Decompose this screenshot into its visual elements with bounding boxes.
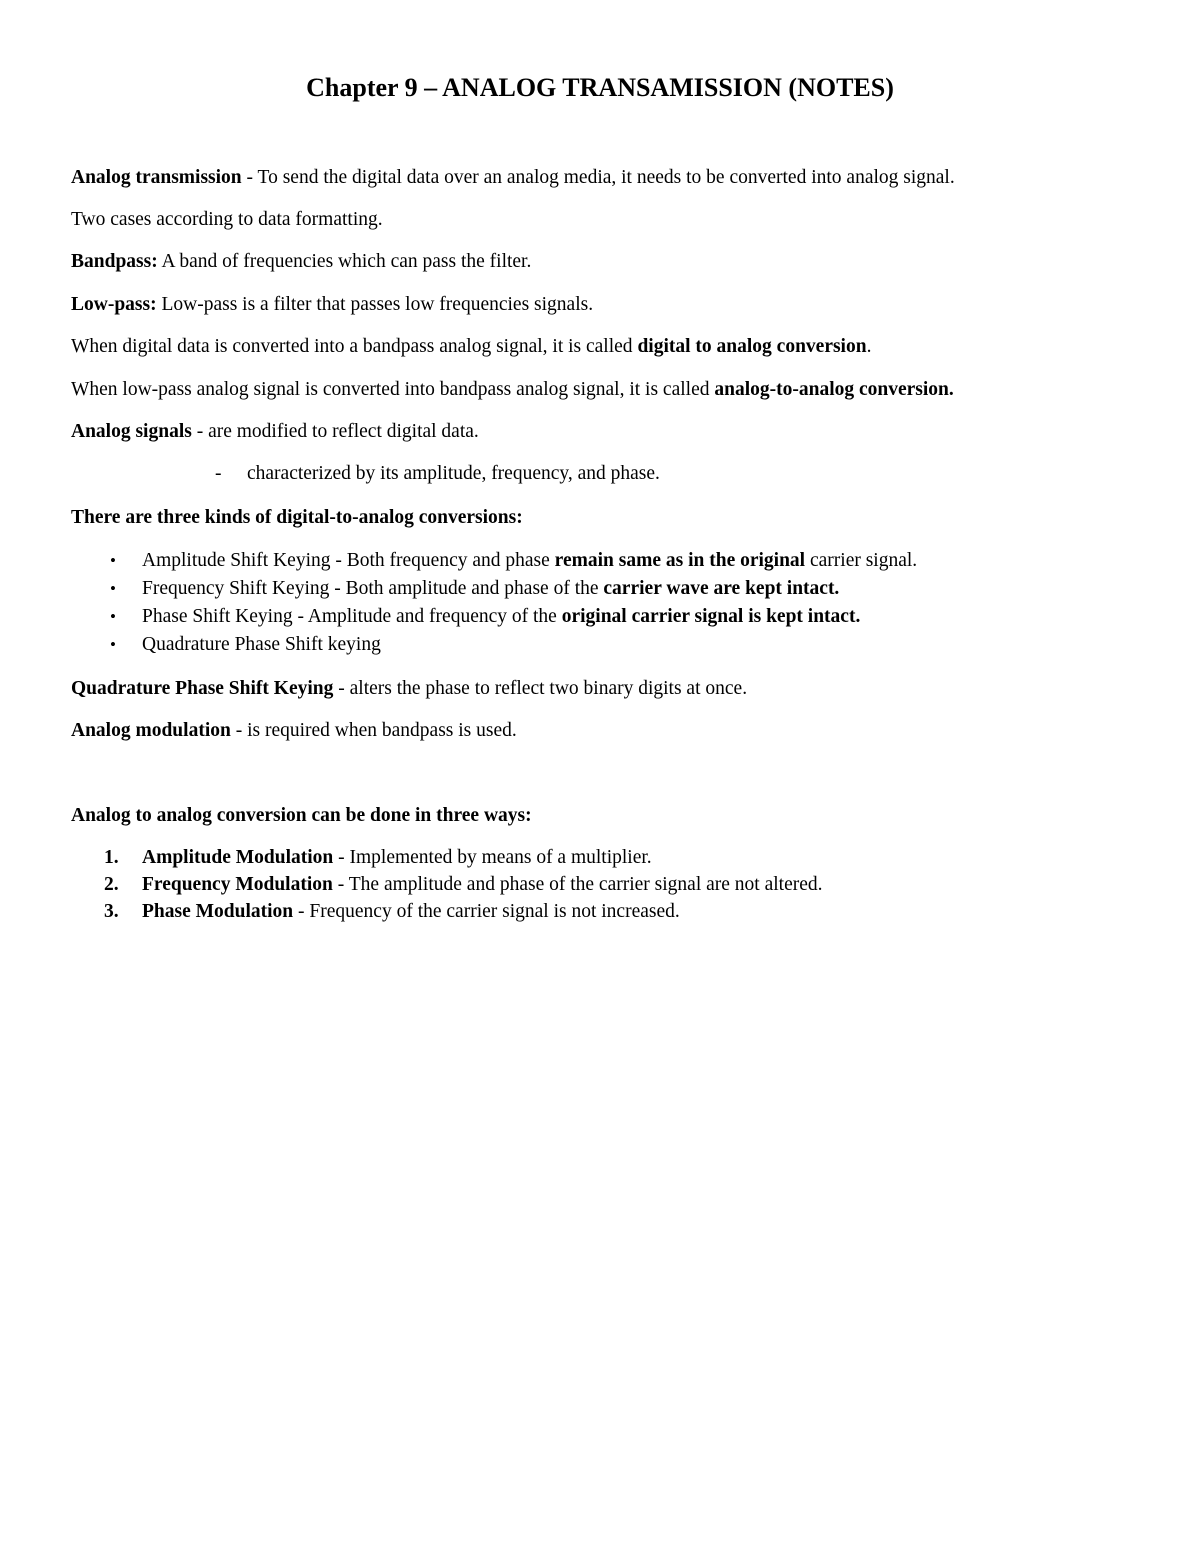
lowpass-paragraph	[71, 292, 593, 318]
sub-item-dash: -	[215, 463, 222, 484]
lowpass-term: Low-pass:	[71, 294, 157, 315]
bullet-icon: •	[110, 607, 116, 626]
digital-to-analog-bold: digital to analog conversion	[637, 336, 867, 357]
analog-modulation-paragraph	[71, 718, 517, 744]
bandpass-term: Bandpass:	[71, 251, 158, 272]
analog-transmission-term: Analog transmission	[71, 167, 242, 188]
qpsk-text: - alters the phase to reflect two binary digits at once.	[333, 678, 748, 699]
qpsk-term: Quadrature Phase Shift Keying	[71, 678, 334, 699]
digital-to-analog-paragraph	[71, 334, 871, 360]
analog-to-analog-bold: analog-to-analog conversion.	[714, 379, 954, 400]
sub-item-text: characterized by its amplitude, frequency, and phase.	[247, 463, 660, 484]
bullet-icon: •	[110, 635, 116, 654]
analog-signals-text: - are modified to reflect digital data.	[191, 421, 479, 442]
two-cases-paragraph: Two cases according to data formatting.	[71, 209, 383, 230]
list-item: Phase Modulation - Frequency of the carrier signal is not increased.	[142, 901, 680, 922]
list-item: Frequency Modulation - The amplitude and phase of the carrier signal are not altered.	[142, 874, 823, 895]
analog-transmission-paragraph	[71, 165, 955, 191]
analog-transmission-text: - To send the digital data over an analog media, it needs to be converted into analog signal.	[241, 167, 955, 188]
analog-modulation-text: - is required when bandpass is used.	[230, 720, 517, 741]
list-number: 1.	[104, 847, 119, 868]
list-number: 2.	[104, 874, 119, 895]
digital-to-analog-text: When digital data is converted into a bandpass analog signal, it is called	[71, 336, 638, 357]
a2a-heading: Analog to analog conversion can be done in three ways:	[71, 805, 532, 826]
list-item: Phase Shift Keying - Amplitude and frequency of the original carrier signal is kept intact.	[142, 606, 861, 627]
analog-signals-term: Analog signals	[71, 421, 192, 442]
page-title: Chapter 9 – ANALOG TRANSAMISSION (NOTES)	[306, 73, 894, 102]
list-item: Amplitude Modulation - Implemented by means of a multiplier.	[142, 847, 652, 868]
lowpass-text: Low-pass is a filter that passes low frequencies signals.	[156, 294, 594, 315]
list-item: Amplitude Shift Keying - Both frequency and phase remain same as in the original carrier signal.	[142, 550, 918, 571]
bandpass-paragraph	[71, 249, 531, 275]
qpsk-paragraph	[71, 676, 747, 702]
bullet-icon: •	[110, 579, 116, 598]
analog-to-analog-paragraph	[71, 377, 954, 403]
d2a-heading: There are three kinds of digital-to-analog conversions:	[71, 507, 523, 528]
bullet-icon: •	[110, 551, 116, 570]
analog-to-analog-text: When low-pass analog signal is converted into bandpass analog signal, it is called	[71, 379, 715, 400]
bandpass-text: A band of frequencies which can pass the filter.	[157, 251, 532, 272]
list-item: Quadrature Phase Shift keying	[142, 634, 381, 655]
analog-modulation-term: Analog modulation	[71, 720, 231, 741]
list-number: 3.	[104, 901, 119, 922]
list-item: Frequency Shift Keying - Both amplitude and phase of the carrier wave are kept intact.	[142, 578, 840, 599]
digital-to-analog-end: .	[866, 336, 872, 357]
analog-signals-paragraph	[71, 419, 479, 445]
